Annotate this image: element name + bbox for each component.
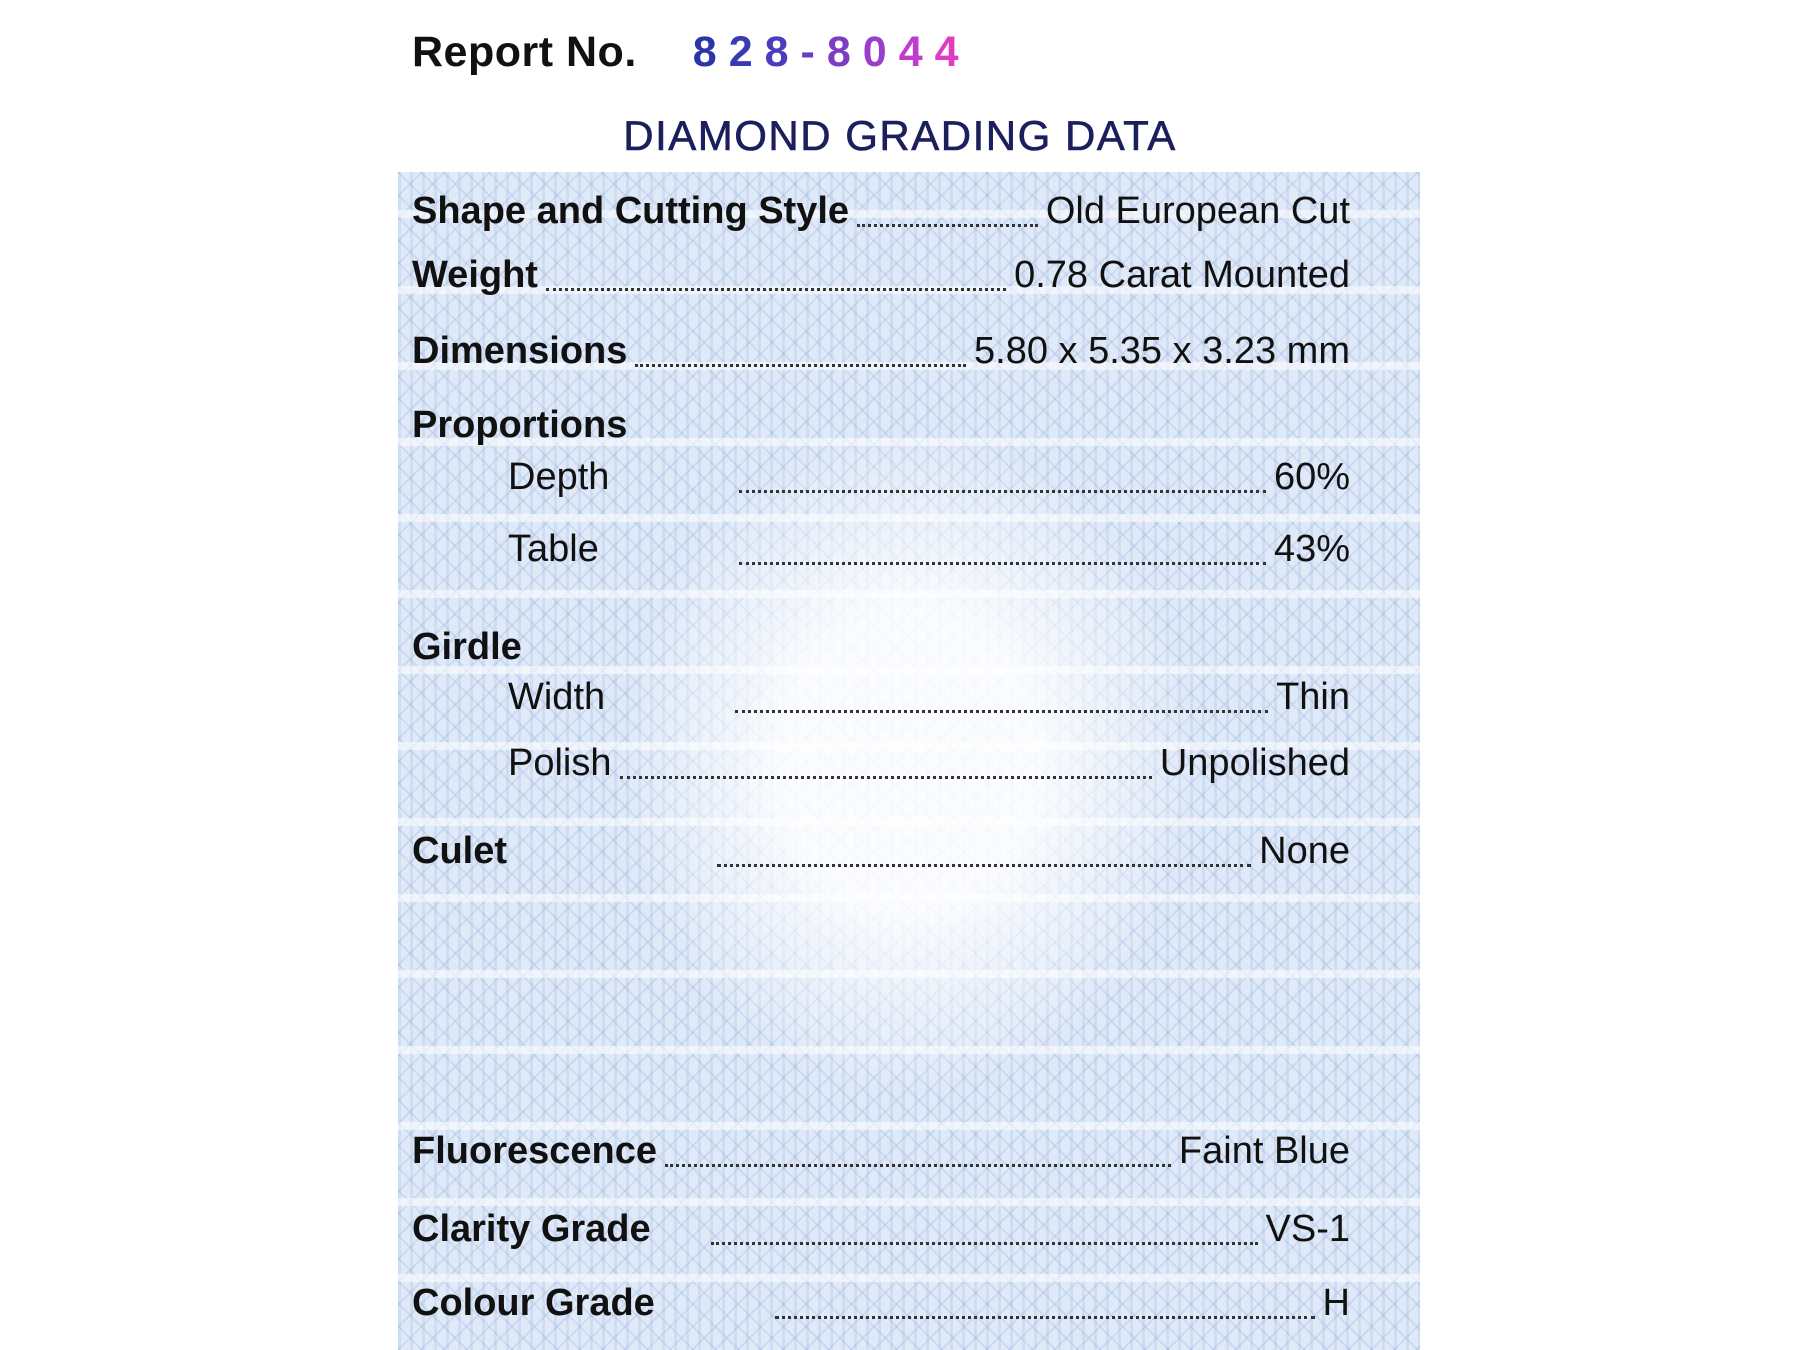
polish-label: Polish <box>508 742 612 784</box>
dimensions-value: 5.80 x 5.35 x 3.23 mm <box>974 330 1350 372</box>
dot-leader <box>635 364 966 367</box>
shape-row <box>412 190 1350 233</box>
dot-leader <box>665 1164 1171 1167</box>
dot-leader <box>546 288 1006 291</box>
dot-leader <box>735 710 1268 713</box>
report-number-row <box>412 22 971 82</box>
proportions-title: Proportions <box>412 404 628 446</box>
dot-leader <box>711 1242 1258 1245</box>
shape-label: Shape and Cutting Style <box>412 190 850 232</box>
report-number-digit: 8 <box>692 27 729 76</box>
depth-row <box>508 456 1350 499</box>
report-number-digit: 4 <box>934 27 971 76</box>
shape-value: Old European Cut <box>1045 190 1350 232</box>
clarity-value: VS-1 <box>1265 1208 1350 1250</box>
table-value: 43% <box>1273 528 1350 570</box>
fluorescence-label: Fluorescence <box>412 1130 657 1172</box>
weight-value: 0.78 Carat Mounted <box>1014 254 1350 296</box>
culet-row <box>412 830 1350 873</box>
report-number-digit: 2 <box>728 27 765 76</box>
dimensions-row <box>412 330 1350 373</box>
fluorescence-row <box>412 1130 1350 1173</box>
weight-row <box>412 254 1350 297</box>
polish-value: Unpolished <box>1159 742 1350 784</box>
table-row <box>508 528 1350 571</box>
report-number-label: Report No. <box>412 27 637 76</box>
culet-value: None <box>1259 830 1350 872</box>
width-value: Thin <box>1276 676 1350 718</box>
fluorescence-value: Faint Blue <box>1178 1130 1350 1172</box>
depth-value: 60% <box>1273 456 1350 498</box>
table-label: Table <box>508 528 599 570</box>
girdle-width-row <box>508 676 1350 719</box>
girdle-title: Girdle <box>412 626 522 668</box>
clarity-row <box>412 1208 1350 1251</box>
weight-label: Weight <box>412 254 538 296</box>
dot-leader <box>775 1316 1315 1319</box>
report-number-digit: 8 <box>764 27 801 76</box>
polish-row <box>508 742 1350 785</box>
page-title: DIAMOND GRADING DATA <box>623 112 1177 159</box>
report-number-digit: - <box>800 27 827 76</box>
width-label: Width <box>508 676 606 718</box>
report-number-digit: 8 <box>826 27 863 76</box>
report-number-digit: 4 <box>898 27 935 76</box>
dot-leader <box>717 864 1251 867</box>
report-number-digit: 0 <box>862 27 899 76</box>
dot-leader <box>739 562 1266 565</box>
dot-leader <box>620 776 1152 779</box>
depth-label: Depth <box>508 456 610 498</box>
dot-leader <box>739 490 1266 493</box>
culet-label: Culet <box>412 830 507 872</box>
colour-label: Colour Grade <box>412 1282 655 1324</box>
dot-leader <box>857 224 1038 227</box>
colour-value: H <box>1322 1282 1350 1324</box>
clarity-label: Clarity Grade <box>412 1208 651 1250</box>
dimensions-label: Dimensions <box>412 330 628 372</box>
report-number-value <box>693 28 971 77</box>
colour-row <box>412 1282 1350 1325</box>
